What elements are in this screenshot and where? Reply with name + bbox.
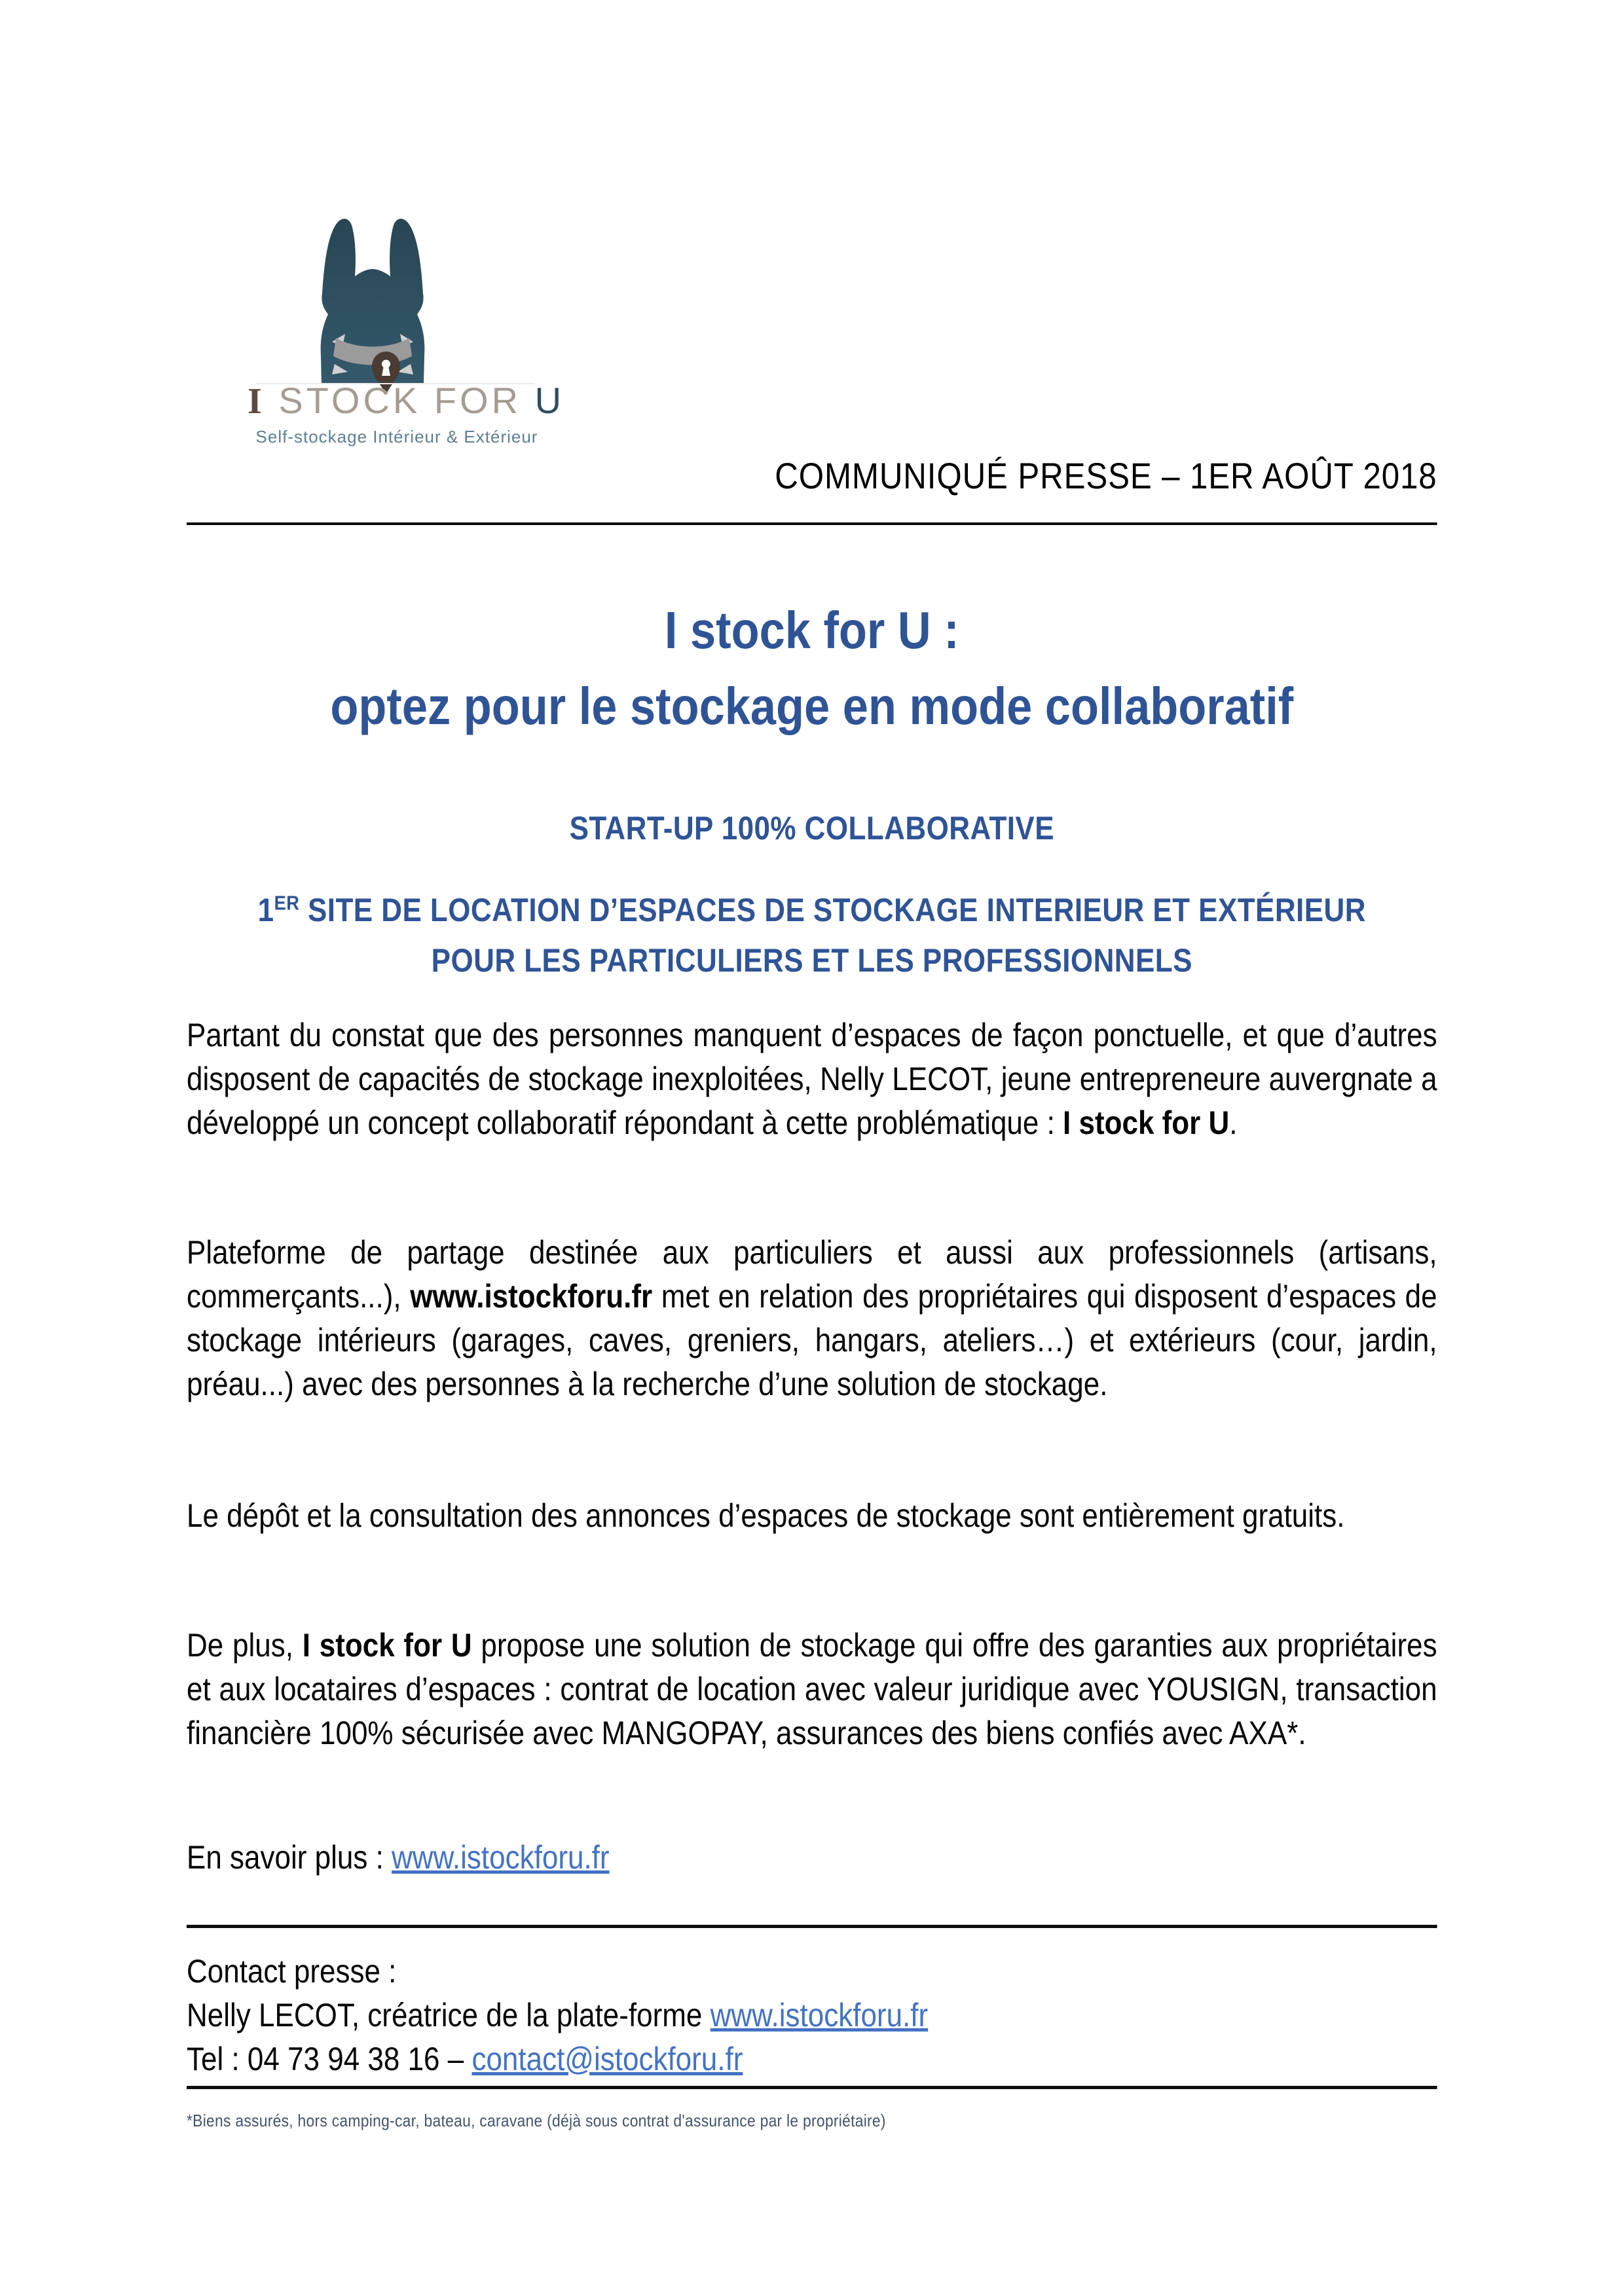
paragraph-free-listings [187,1494,1437,1538]
superscript-text: ER [274,891,300,915]
contact-section [187,1950,1437,2081]
subtitle-startup: START-UP 100% COLLABORATIVE [569,810,1055,847]
contact-creator-line [187,1994,1437,2037]
paragraph-intro [187,1013,1437,1145]
horizontal-rule-contact-top [187,1925,1437,1928]
website-link[interactable]: www.istockforu.fr [392,1839,610,1876]
contact-website-link[interactable]: www.istockforu.fr [710,1997,929,2033]
logo-tagline: Self-stockage Intérieur & Extérieur [255,427,538,446]
text-segment: propose une solution de stockage qui offre des garanties aux propriétaires et aux locataires d’espaces : contrat de location avec valeur juridique avec YOUSIGN, transaction financière 100% sécurisée avec MANGOPAY, assurances des biens confiés avec AXA*. [187,1627,1437,1751]
wordmark-i: I [248,381,265,422]
horizontal-rule-top [187,522,1437,525]
insurance-footnote: *Biens assurés, hors camping-car, bateau, caravane (déjà sous contrat d'assurance par le propriétaire) [187,2111,886,2130]
paragraph-guarantees [187,1624,1437,1755]
bold-text: I stock for U [1063,1104,1230,1141]
subtitle-site-line1 [258,892,1366,928]
bold-text: www.istockforu.fr [410,1278,653,1315]
more-info-line [187,1836,1437,1880]
text-segment: Le dépôt et la consultation des annonces d’espaces de stockage sont entièrement gratuits. [187,1497,1345,1534]
text-segment: Partant du constat que des personnes manquent d’espaces de façon ponctuelle, et que d’autres disposent de capacités de stockage inexploitées, Nelly LECOT, jeune entrepreneure auvergnate a développé un concept collaboratif répondant à cette problématique : [187,1017,1437,1141]
contact-phone-line [187,2037,1437,2081]
horizontal-rule-footnote-top [187,2086,1437,2089]
contact-heading: Contact presse : [187,1953,397,1990]
text-segment: De plus, [187,1627,303,1664]
title-line1: I stock for U : [664,601,959,659]
text-segment: met en relation des propriétaires qui disposent d’espaces de stockage intérieurs (garages, caves, greniers, hangars, ateliers…) et extérieurs (cour, jardin, préau...) avec des personnes à la recherche d’une solution de stockage. [187,1278,1437,1402]
text-segment: 1 [257,892,274,928]
wordmark-u: U [534,380,565,421]
more-info-label: En savoir plus : [187,1839,392,1876]
contact-creator-text: Nelly LECOT, créatrice de la plate-forme [187,1997,710,2033]
bold-text: I stock for U [302,1627,472,1664]
content-column [187,0,1437,2296]
text-segment: Plateforme de partage destinée aux particuliers et aussi aux professionnels (artisans, commerçants...), [187,1234,1437,1315]
wordmark-stock-for: STOCK FOR [265,380,535,421]
subtitle-site-line2: POUR LES PARTICULIERS ET LES PROFESSIONNELS [431,942,1192,979]
subtitle-site [187,885,1437,986]
paragraph-platform [187,1231,1437,1406]
press-release-date-line: COMMUNIQUÉ PRESSE – 1ER AOÛT 2018 [775,455,1437,496]
text-segment: . [1229,1104,1238,1141]
contact-email-link[interactable]: contact@istockforu.fr [471,2041,743,2077]
document-title [187,592,1437,744]
text-segment: SITE DE LOCATION D’ESPACES DE STOCKAGE INTERIEUR ET EXTÉRIEUR [299,892,1366,928]
title-line2: optez pour le stockage en mode collaboratif [330,677,1294,735]
contact-phone-text: Tel : 04 73 94 38 16 – [187,2041,472,2077]
